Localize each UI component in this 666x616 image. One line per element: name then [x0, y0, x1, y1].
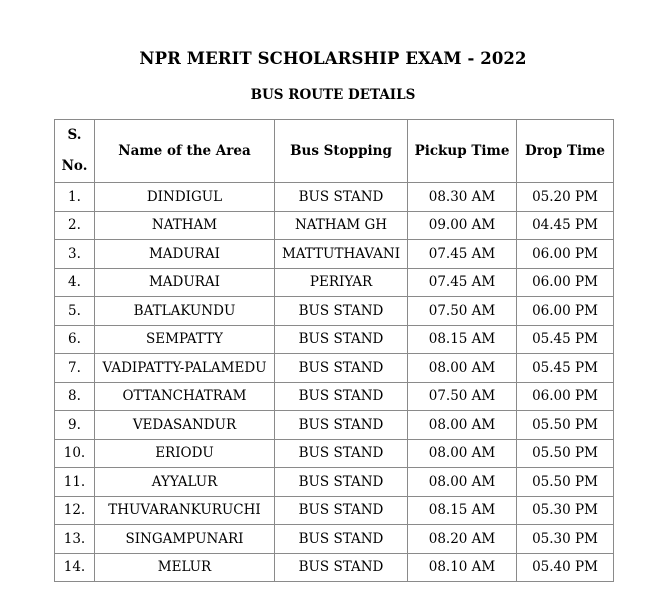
header-area: Name of the Area: [95, 120, 275, 183]
cell-bus-stopping: BUS STAND: [275, 325, 408, 354]
cell-bus-stopping: BUS STAND: [275, 382, 408, 411]
cell-drop-time: 05.45 PM: [517, 325, 614, 354]
cell-bus-stopping: NATHAM GH: [275, 211, 408, 240]
header-bus-stopping: Bus Stopping: [275, 120, 408, 183]
bus-route-table: [54, 119, 614, 582]
cell-sno: 2.: [55, 211, 95, 240]
cell-pickup-time: 09.00 AM: [408, 211, 517, 240]
cell-drop-time: 06.00 PM: [517, 268, 614, 297]
header-sno-line1: S.: [67, 127, 82, 143]
cell-area: MELUR: [95, 553, 275, 582]
cell-sno: 12.: [55, 496, 95, 525]
cell-area: SINGAMPUNARI: [95, 525, 275, 554]
table-row: [55, 268, 614, 297]
cell-area: ERIODU: [95, 439, 275, 468]
cell-sno: 1.: [55, 183, 95, 212]
cell-pickup-time: 08.20 AM: [408, 525, 517, 554]
cell-sno: 5.: [55, 297, 95, 326]
cell-pickup-time: 08.00 AM: [408, 354, 517, 383]
cell-area: MADURAI: [95, 268, 275, 297]
cell-area: AYYALUR: [95, 468, 275, 497]
header-pickup-time: Pickup Time: [408, 120, 517, 183]
cell-pickup-time: 08.00 AM: [408, 439, 517, 468]
cell-drop-time: 04.45 PM: [517, 211, 614, 240]
table-row: [55, 382, 614, 411]
cell-bus-stopping: MATTUTHAVANI: [275, 240, 408, 269]
table-row: [55, 411, 614, 440]
cell-area: VEDASANDUR: [95, 411, 275, 440]
table-row: [55, 439, 614, 468]
table-row: [55, 240, 614, 269]
cell-bus-stopping: PERIYAR: [275, 268, 408, 297]
cell-pickup-time: 07.45 AM: [408, 240, 517, 269]
header-drop-time: Drop Time: [517, 120, 614, 183]
cell-area: VADIPATTY-PALAMEDU: [95, 354, 275, 383]
table-row: [55, 211, 614, 240]
cell-area: SEMPATTY: [95, 325, 275, 354]
table-row: [55, 325, 614, 354]
table-body: [55, 183, 614, 582]
cell-drop-time: 06.00 PM: [517, 240, 614, 269]
cell-drop-time: 06.00 PM: [517, 297, 614, 326]
cell-sno: 11.: [55, 468, 95, 497]
cell-sno: 9.: [55, 411, 95, 440]
cell-area: OTTANCHATRAM: [95, 382, 275, 411]
cell-pickup-time: 07.45 AM: [408, 268, 517, 297]
cell-area: DINDIGUL: [95, 183, 275, 212]
cell-bus-stopping: BUS STAND: [275, 297, 408, 326]
cell-pickup-time: 08.15 AM: [408, 496, 517, 525]
cell-drop-time: 05.20 PM: [517, 183, 614, 212]
header-sno-line2: No.: [61, 158, 88, 174]
cell-sno: 3.: [55, 240, 95, 269]
table-row: [55, 468, 614, 497]
cell-pickup-time: 07.50 AM: [408, 297, 517, 326]
cell-bus-stopping: BUS STAND: [275, 525, 408, 554]
cell-area: MADURAI: [95, 240, 275, 269]
cell-drop-time: 05.50 PM: [517, 411, 614, 440]
table-row: [55, 553, 614, 582]
cell-area: NATHAM: [95, 211, 275, 240]
cell-drop-time: 05.50 PM: [517, 468, 614, 497]
table-row: [55, 297, 614, 326]
table-row: [55, 525, 614, 554]
cell-pickup-time: 08.10 AM: [408, 553, 517, 582]
cell-bus-stopping: BUS STAND: [275, 183, 408, 212]
cell-pickup-time: 08.00 AM: [408, 411, 517, 440]
table-row: [55, 354, 614, 383]
cell-pickup-time: 07.50 AM: [408, 382, 517, 411]
cell-pickup-time: 08.30 AM: [408, 183, 517, 212]
cell-sno: 6.: [55, 325, 95, 354]
cell-pickup-time: 08.00 AM: [408, 468, 517, 497]
cell-sno: 8.: [55, 382, 95, 411]
cell-drop-time: 05.45 PM: [517, 354, 614, 383]
cell-sno: 14.: [55, 553, 95, 582]
cell-bus-stopping: BUS STAND: [275, 439, 408, 468]
cell-area: BATLAKUNDU: [95, 297, 275, 326]
cell-area: THUVARANKURUCHI: [95, 496, 275, 525]
cell-drop-time: 05.30 PM: [517, 496, 614, 525]
header-sno: [55, 120, 95, 183]
cell-sno: 10.: [55, 439, 95, 468]
cell-sno: 4.: [55, 268, 95, 297]
cell-drop-time: 06.00 PM: [517, 382, 614, 411]
cell-drop-time: 05.40 PM: [517, 553, 614, 582]
table-row: [55, 183, 614, 212]
cell-pickup-time: 08.15 AM: [408, 325, 517, 354]
cell-bus-stopping: BUS STAND: [275, 468, 408, 497]
cell-sno: 7.: [55, 354, 95, 383]
cell-bus-stopping: BUS STAND: [275, 411, 408, 440]
cell-drop-time: 05.30 PM: [517, 525, 614, 554]
cell-bus-stopping: BUS STAND: [275, 553, 408, 582]
table-header-row: [55, 120, 614, 183]
page-subtitle: BUS ROUTE DETAILS: [250, 87, 416, 103]
page-title: NPR MERIT SCHOLARSHIP EXAM - 2022: [139, 49, 527, 68]
cell-bus-stopping: BUS STAND: [275, 354, 408, 383]
cell-sno: 13.: [55, 525, 95, 554]
cell-drop-time: 05.50 PM: [517, 439, 614, 468]
cell-bus-stopping: BUS STAND: [275, 496, 408, 525]
table-row: [55, 496, 614, 525]
